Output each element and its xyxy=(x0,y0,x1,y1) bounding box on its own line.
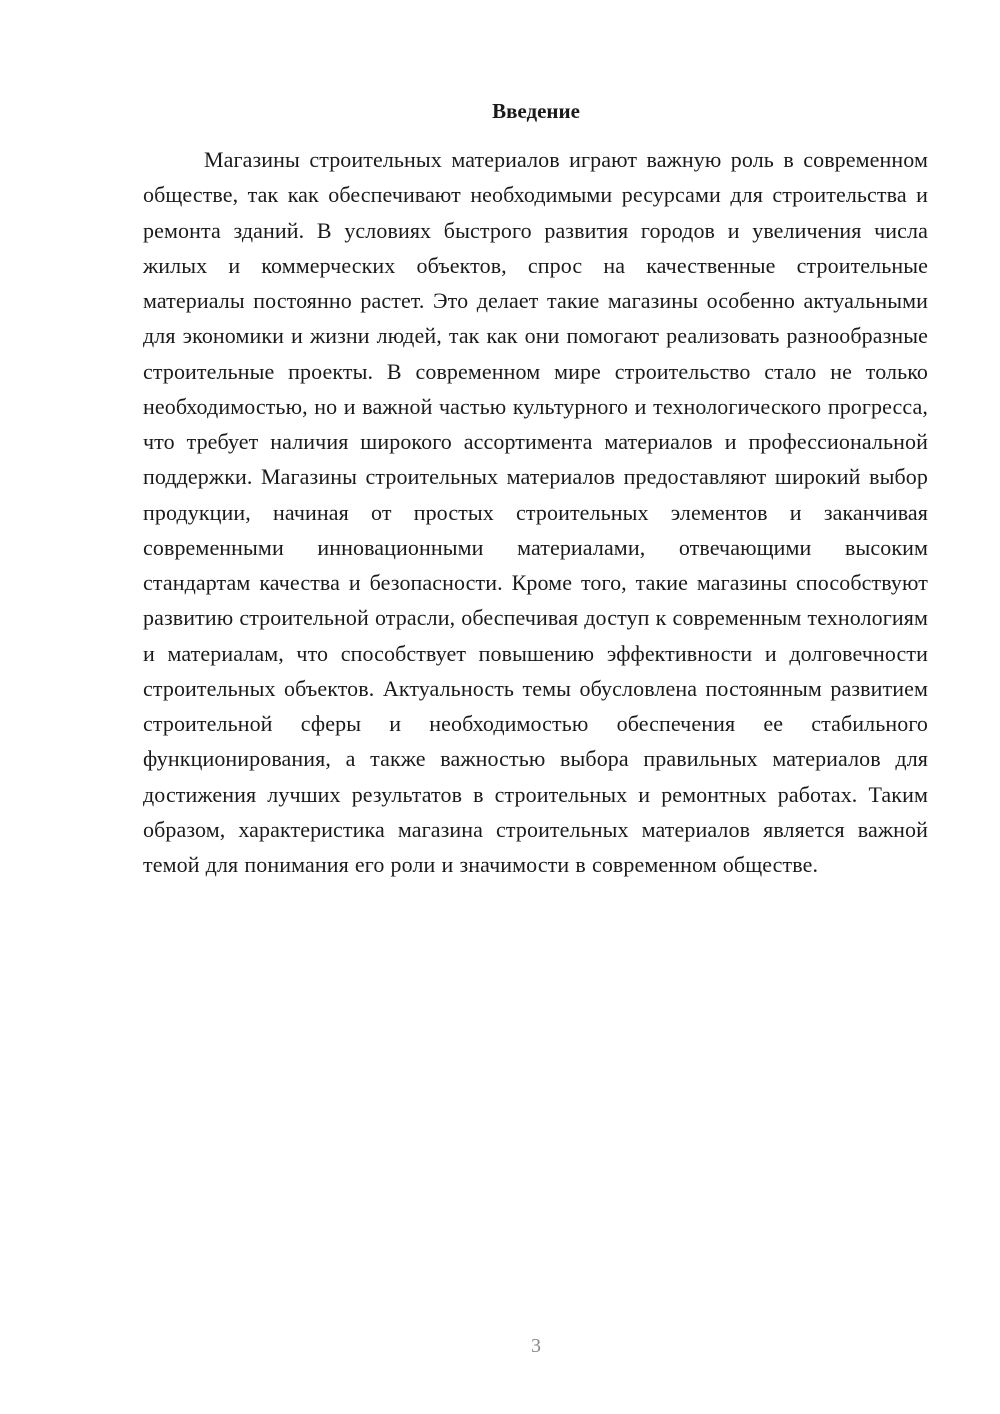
section-heading: Введение xyxy=(492,99,580,123)
body-paragraph: Магазины строительных материалов играют важную роль в современном обществе, так как обеспечивают необходимыми ресурсами для строительства и ремонта зданий. В условиях быстрого развития городов и увеличения числа жилых и коммерческих объектов, спрос на качественные строительные материалы постоянно растет. Это делает такие магазины особенно актуальными для экономики и жизни людей, так как они помогают реализовать разнообразные строительные проекты. В современном мире строительство стало не только необходимостью, но и важной частью культурного и технологического прогресса, что требует наличия широкого ассортимента материалов и профессиональной поддержки. Магазины строительных материалов предоставляют широкий выбор продукции, начиная от простых строительных элементов и заканчивая современными инновационными материалами, отвечающими высоким стандартам качества и безопасности. Кроме того, такие магазины способствуют развитию строительной отрасли, обеспечивая доступ к современным технологиям и материалам, что способствует повышению эффективности и долговечности строительных объектов. Актуальность темы обусловлена постоянным развитием строительной сферы и необходимостью обеспечения ее стабильного функционирования, а также важностью выбора правильных материалов для достижения лучших результатов в строительных и ремонтных работах. Таким образом, характеристика магазина строительных материалов является важной темой для понимания его роли и значимости в современном обществе. xyxy=(143,147,928,877)
page-number: 3 xyxy=(531,1335,541,1357)
